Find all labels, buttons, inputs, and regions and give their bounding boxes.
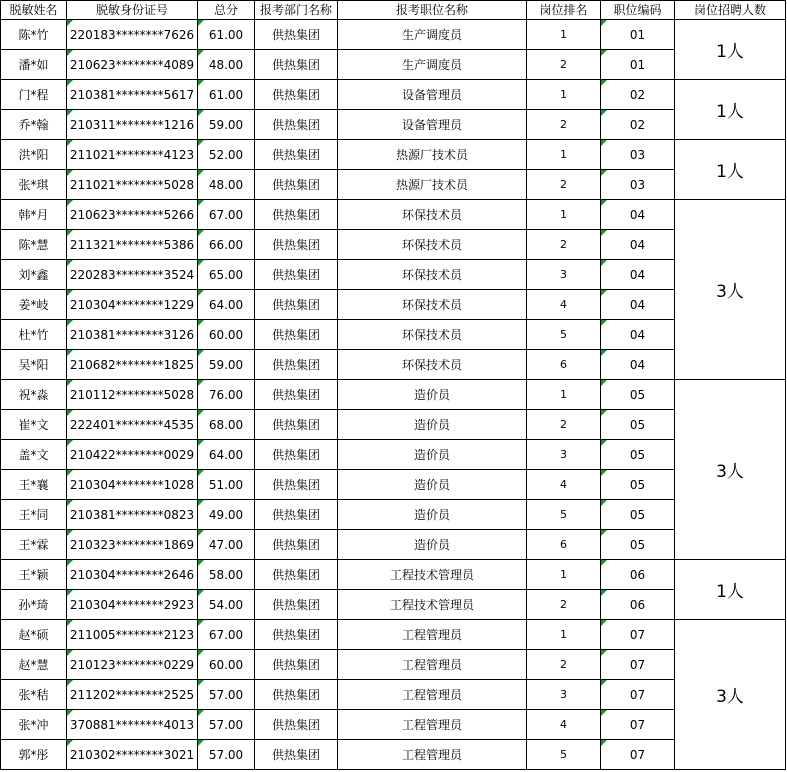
- name-cell: 潘*如: [1, 50, 67, 80]
- position-cell: 造价员: [338, 440, 527, 470]
- position-cell: 工程管理员: [338, 650, 527, 680]
- position-cell: 热源厂技术员: [338, 140, 527, 170]
- id-number-cell: 210112********5028: [67, 380, 198, 410]
- name-cell: 吴*阳: [1, 350, 67, 380]
- rank-cell: 5: [527, 500, 601, 530]
- rank-cell: 4: [527, 710, 601, 740]
- score-cell: 52.00: [198, 140, 255, 170]
- table-row: [1, 440, 786, 470]
- score-cell: 68.00: [198, 410, 255, 440]
- table-row: [1, 500, 786, 530]
- name-cell: 张*冲: [1, 710, 67, 740]
- score-cell: 57.00: [198, 740, 255, 770]
- position-cell: 造价员: [338, 470, 527, 500]
- id-number-cell: 210302********3021: [67, 740, 198, 770]
- name-cell: 郭*彤: [1, 740, 67, 770]
- position-cell: 生产调度员: [338, 50, 527, 80]
- score-cell: 67.00: [198, 620, 255, 650]
- rank-cell: 2: [527, 590, 601, 620]
- name-cell: 赵*硕: [1, 620, 67, 650]
- table-row: [1, 530, 786, 560]
- id-number-cell: 210682********1825: [67, 350, 198, 380]
- rank-cell: 3: [527, 680, 601, 710]
- position-cell: 环保技术员: [338, 230, 527, 260]
- table-row: [1, 620, 786, 650]
- table-row: [1, 740, 786, 770]
- department-cell: 供热集团: [255, 380, 338, 410]
- score-cell: 48.00: [198, 170, 255, 200]
- name-cell: 门*程: [1, 80, 67, 110]
- header-position: 报考职位名称: [338, 1, 527, 20]
- header-name: 脱敏姓名: [1, 1, 67, 20]
- position-code-cell: 07: [601, 650, 675, 680]
- score-cell: 49.00: [198, 500, 255, 530]
- rank-cell: 3: [527, 260, 601, 290]
- name-cell: 王*颖: [1, 560, 67, 590]
- rank-cell: 2: [527, 650, 601, 680]
- position-code-cell: 02: [601, 80, 675, 110]
- table-row: [1, 650, 786, 680]
- table-row: [1, 140, 786, 170]
- department-cell: 供热集团: [255, 350, 338, 380]
- position-code-cell: 03: [601, 170, 675, 200]
- id-number-cell: 211321********5386: [67, 230, 198, 260]
- department-cell: 供热集团: [255, 290, 338, 320]
- department-cell: 供热集团: [255, 20, 338, 50]
- position-cell: 造价员: [338, 500, 527, 530]
- hiring-count-cell: 3人: [675, 380, 786, 560]
- name-cell: 王*同: [1, 500, 67, 530]
- id-number-cell: 210381********3126: [67, 320, 198, 350]
- department-cell: 供热集团: [255, 410, 338, 440]
- rank-cell: 1: [527, 620, 601, 650]
- position-code-cell: 05: [601, 440, 675, 470]
- rank-cell: 1: [527, 20, 601, 50]
- position-code-cell: 04: [601, 260, 675, 290]
- department-cell: 供热集团: [255, 500, 338, 530]
- rank-cell: 1: [527, 200, 601, 230]
- position-code-cell: 01: [601, 20, 675, 50]
- department-cell: 供热集团: [255, 80, 338, 110]
- position-code-cell: 05: [601, 380, 675, 410]
- hiring-count-cell: 1人: [675, 80, 786, 140]
- department-cell: 供热集团: [255, 620, 338, 650]
- rank-cell: 4: [527, 290, 601, 320]
- score-cell: 58.00: [198, 560, 255, 590]
- table-body: [1, 20, 786, 770]
- name-cell: 刘*鑫: [1, 260, 67, 290]
- position-code-cell: 07: [601, 620, 675, 650]
- header-department: 报考部门名称: [255, 1, 338, 20]
- table-row: [1, 710, 786, 740]
- table-row: [1, 50, 786, 80]
- position-cell: 工程管理员: [338, 680, 527, 710]
- id-number-cell: 210304********2923: [67, 590, 198, 620]
- rank-cell: 4: [527, 470, 601, 500]
- score-cell: 66.00: [198, 230, 255, 260]
- department-cell: 供热集团: [255, 590, 338, 620]
- department-cell: 供热集团: [255, 50, 338, 80]
- header-score: 总分: [198, 1, 255, 20]
- table-row: [1, 260, 786, 290]
- position-code-cell: 05: [601, 500, 675, 530]
- department-cell: 供热集团: [255, 170, 338, 200]
- table-row: [1, 560, 786, 590]
- rank-cell: 2: [527, 50, 601, 80]
- table-row: [1, 80, 786, 110]
- header-position-code: 职位编码: [601, 1, 675, 20]
- department-cell: 供热集团: [255, 530, 338, 560]
- header-hiring-count: 岗位招聘人数: [675, 1, 786, 20]
- table-row: [1, 110, 786, 140]
- table-row: [1, 200, 786, 230]
- table-row: [1, 320, 786, 350]
- hiring-count-cell: 1人: [675, 140, 786, 200]
- department-cell: 供热集团: [255, 710, 338, 740]
- id-number-cell: 220183********7626: [67, 20, 198, 50]
- department-cell: 供热集团: [255, 440, 338, 470]
- position-cell: 环保技术员: [338, 260, 527, 290]
- score-cell: 61.00: [198, 20, 255, 50]
- rank-cell: 1: [527, 80, 601, 110]
- id-number-cell: 370881********4013: [67, 710, 198, 740]
- position-cell: 环保技术员: [338, 290, 527, 320]
- table-row: [1, 350, 786, 380]
- score-cell: 57.00: [198, 680, 255, 710]
- position-cell: 工程管理员: [338, 620, 527, 650]
- position-code-cell: 04: [601, 350, 675, 380]
- position-cell: 环保技术员: [338, 200, 527, 230]
- position-cell: 工程技术管理员: [338, 560, 527, 590]
- position-code-cell: 07: [601, 710, 675, 740]
- score-cell: 60.00: [198, 320, 255, 350]
- position-code-cell: 05: [601, 470, 675, 500]
- rank-cell: 2: [527, 410, 601, 440]
- rank-cell: 3: [527, 440, 601, 470]
- position-cell: 设备管理员: [338, 80, 527, 110]
- score-cell: 64.00: [198, 290, 255, 320]
- score-cell: 64.00: [198, 440, 255, 470]
- name-cell: 张*琪: [1, 170, 67, 200]
- id-number-cell: 210304********1028: [67, 470, 198, 500]
- table-row: [1, 590, 786, 620]
- header-row: [1, 1, 786, 20]
- id-number-cell: 210623********5266: [67, 200, 198, 230]
- department-cell: 供热集团: [255, 560, 338, 590]
- department-cell: 供热集团: [255, 680, 338, 710]
- id-number-cell: 210304********2646: [67, 560, 198, 590]
- name-cell: 崔*文: [1, 410, 67, 440]
- score-cell: 57.00: [198, 710, 255, 740]
- hiring-count-cell: 3人: [675, 620, 786, 770]
- name-cell: 乔*翰: [1, 110, 67, 140]
- score-cell: 59.00: [198, 110, 255, 140]
- position-code-cell: 04: [601, 320, 675, 350]
- name-cell: 祝*淼: [1, 380, 67, 410]
- name-cell: 韩*月: [1, 200, 67, 230]
- department-cell: 供热集团: [255, 230, 338, 260]
- position-code-cell: 06: [601, 590, 675, 620]
- rank-cell: 5: [527, 320, 601, 350]
- position-code-cell: 07: [601, 680, 675, 710]
- department-cell: 供热集团: [255, 470, 338, 500]
- department-cell: 供热集团: [255, 200, 338, 230]
- id-number-cell: 210304********1229: [67, 290, 198, 320]
- name-cell: 赵*慧: [1, 650, 67, 680]
- id-number-cell: 211202********2525: [67, 680, 198, 710]
- header-rank: 岗位排名: [527, 1, 601, 20]
- score-cell: 54.00: [198, 590, 255, 620]
- position-code-cell: 01: [601, 50, 675, 80]
- table-row: [1, 20, 786, 50]
- position-cell: 热源厂技术员: [338, 170, 527, 200]
- name-cell: 孙*琦: [1, 590, 67, 620]
- name-cell: 王*霖: [1, 530, 67, 560]
- id-number-cell: 210381********5617: [67, 80, 198, 110]
- name-cell: 王*襄: [1, 470, 67, 500]
- name-cell: 洪*阳: [1, 140, 67, 170]
- department-cell: 供热集团: [255, 740, 338, 770]
- position-cell: 工程管理员: [338, 740, 527, 770]
- position-cell: 工程技术管理员: [338, 590, 527, 620]
- position-code-cell: 04: [601, 290, 675, 320]
- position-code-cell: 02: [601, 110, 675, 140]
- position-cell: 设备管理员: [338, 110, 527, 140]
- position-cell: 造价员: [338, 380, 527, 410]
- score-cell: 48.00: [198, 50, 255, 80]
- hiring-count-cell: 3人: [675, 200, 786, 380]
- department-cell: 供热集团: [255, 260, 338, 290]
- position-code-cell: 06: [601, 560, 675, 590]
- name-cell: 张*秸: [1, 680, 67, 710]
- position-code-cell: 05: [601, 530, 675, 560]
- department-cell: 供热集团: [255, 320, 338, 350]
- rank-cell: 1: [527, 380, 601, 410]
- table-row: [1, 290, 786, 320]
- id-number-cell: 210381********0823: [67, 500, 198, 530]
- table-row: [1, 410, 786, 440]
- department-cell: 供热集团: [255, 140, 338, 170]
- position-cell: 环保技术员: [338, 320, 527, 350]
- position-code-cell: 04: [601, 200, 675, 230]
- department-cell: 供热集团: [255, 650, 338, 680]
- score-cell: 67.00: [198, 200, 255, 230]
- rank-cell: 6: [527, 530, 601, 560]
- table-row: [1, 470, 786, 500]
- name-cell: 盖*文: [1, 440, 67, 470]
- id-number-cell: 210623********4089: [67, 50, 198, 80]
- score-cell: 59.00: [198, 350, 255, 380]
- position-cell: 环保技术员: [338, 350, 527, 380]
- score-cell: 47.00: [198, 530, 255, 560]
- rank-cell: 1: [527, 140, 601, 170]
- name-cell: 陈*慧: [1, 230, 67, 260]
- rank-cell: 6: [527, 350, 601, 380]
- table-row: [1, 230, 786, 260]
- score-cell: 60.00: [198, 650, 255, 680]
- rank-cell: 5: [527, 740, 601, 770]
- table-row: [1, 680, 786, 710]
- id-number-cell: 222401********4535: [67, 410, 198, 440]
- id-number-cell: 220283********3524: [67, 260, 198, 290]
- hiring-count-cell: 1人: [675, 560, 786, 620]
- name-cell: 陈*竹: [1, 20, 67, 50]
- score-cell: 76.00: [198, 380, 255, 410]
- position-cell: 造价员: [338, 410, 527, 440]
- position-cell: 生产调度员: [338, 20, 527, 50]
- position-cell: 造价员: [338, 530, 527, 560]
- score-cell: 61.00: [198, 80, 255, 110]
- score-cell: 51.00: [198, 470, 255, 500]
- id-number-cell: 210323********1869: [67, 530, 198, 560]
- header-id-number: 脱敏身份证号: [67, 1, 198, 20]
- id-number-cell: 210311********1216: [67, 110, 198, 140]
- rank-cell: 2: [527, 230, 601, 260]
- rank-cell: 2: [527, 110, 601, 140]
- department-cell: 供热集团: [255, 110, 338, 140]
- id-number-cell: 211005********2123: [67, 620, 198, 650]
- table-row: [1, 170, 786, 200]
- name-cell: 姜*岐: [1, 290, 67, 320]
- id-number-cell: 211021********4123: [67, 140, 198, 170]
- id-number-cell: 211021********5028: [67, 170, 198, 200]
- position-code-cell: 07: [601, 740, 675, 770]
- rank-cell: 2: [527, 170, 601, 200]
- score-cell: 65.00: [198, 260, 255, 290]
- position-cell: 工程管理员: [338, 710, 527, 740]
- position-code-cell: 05: [601, 410, 675, 440]
- name-cell: 杜*竹: [1, 320, 67, 350]
- id-number-cell: 210123********0229: [67, 650, 198, 680]
- rank-cell: 1: [527, 560, 601, 590]
- table-row: [1, 380, 786, 410]
- position-code-cell: 04: [601, 230, 675, 260]
- id-number-cell: 210422********0029: [67, 440, 198, 470]
- position-code-cell: 03: [601, 140, 675, 170]
- hiring-count-cell: 1人: [675, 20, 786, 80]
